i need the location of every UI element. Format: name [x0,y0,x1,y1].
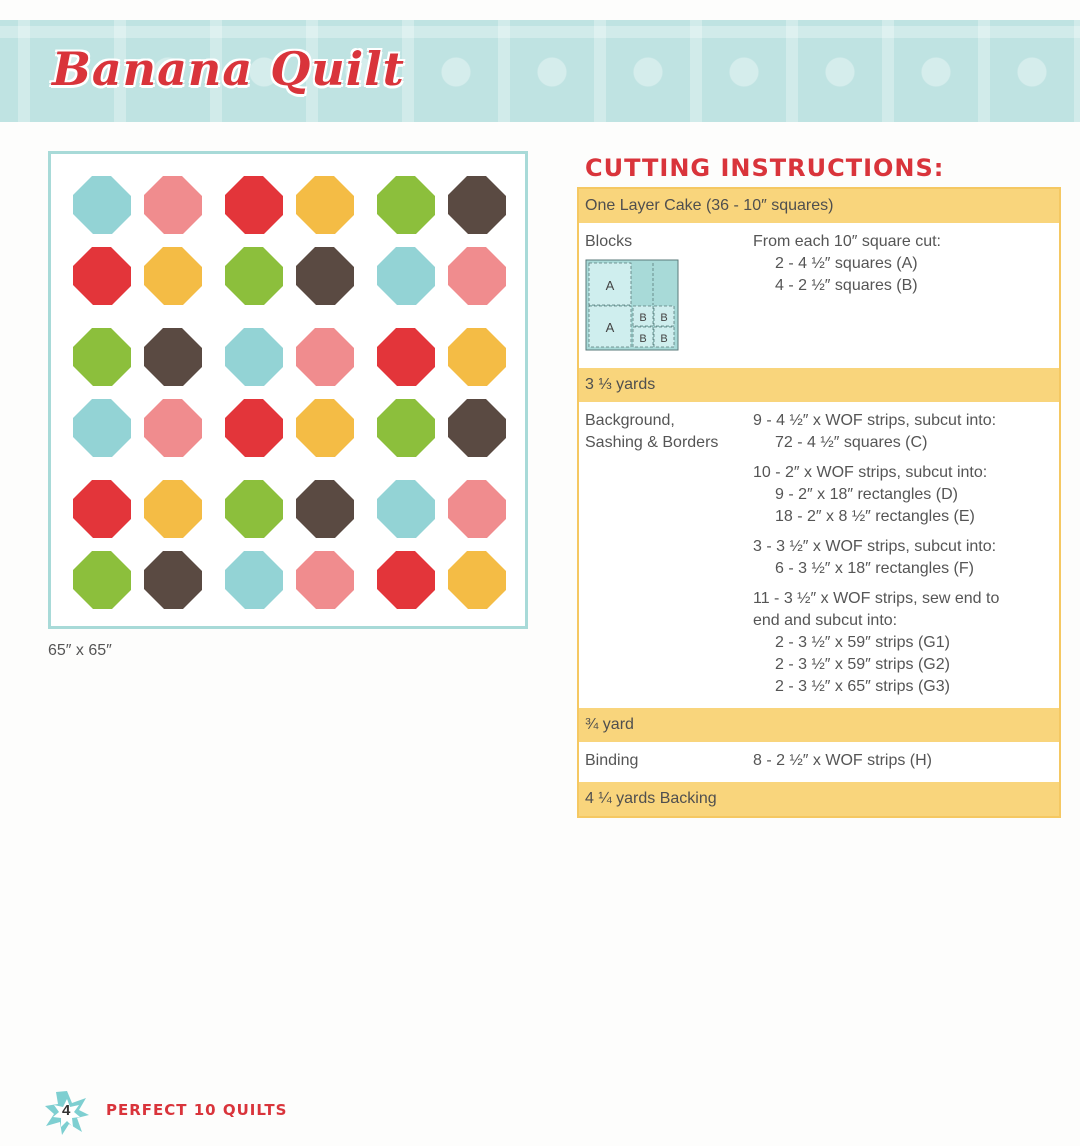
page-number: 4 [62,1102,71,1119]
cut-group [753,536,1053,580]
quilt-block [225,551,283,609]
quilt-block [448,328,506,386]
cut-line: 10 - 2″ x WOF strips, subcut into: [753,464,988,481]
quilt-block [225,399,283,457]
quilt-block [225,247,283,305]
label-b-3: B [639,333,647,345]
quilt-block [73,247,131,305]
quilt-block [296,328,354,386]
quilt-block [448,247,506,305]
quilt-block [448,399,506,457]
quilt-block [448,551,506,609]
quilt-block [73,328,131,386]
cut-line: 3 - 3 ½″ x WOF strips, subcut into: [753,538,997,555]
quilt-illustration [48,151,528,629]
quilt-block [377,328,435,386]
quilt-block [448,480,506,538]
book-title: PERFECT 10 QUILTS [106,1101,288,1119]
block-cut-diagram [585,259,753,358]
quilt-size-label: 65″ x 65″ [48,642,112,659]
binding-detail: 8 - 2 ½″ x WOF strips (H) [753,752,933,769]
blocks-row [579,223,1059,368]
quilt-block [73,551,131,609]
cut-line: 18 - 2″ x 8 ½″ rectangles (E) [775,508,975,525]
cut-line: 11 - 3 ½″ x WOF strips, sew end to [753,590,1000,607]
cut-line: 9 - 4 ½″ x WOF strips, subcut into: [753,412,997,429]
cut-line: 9 - 2″ x 18″ rectangles (D) [775,486,958,503]
cut-group [753,462,1053,528]
cut-line: 6 - 3 ½″ x 18″ rectangles (F) [775,560,974,577]
label-b-4: B [660,333,668,345]
quilt-block [296,480,354,538]
quilt-block [296,247,354,305]
quilt-block [296,399,354,457]
label-a-bottom: A [605,320,615,335]
blocks-detail-line: 4 - 2 ½″ squares (B) [775,277,918,294]
quilt-block [377,480,435,538]
quilt-block [225,328,283,386]
quilt-block [73,480,131,538]
quilt-block [377,247,435,305]
background-yardage-row: 3 ⅓ yards [579,368,1059,402]
cutting-table [577,187,1061,818]
quilt-block [73,399,131,457]
cut-group [753,588,1053,698]
quilt-block [144,551,202,609]
cut-line: 2 - 3 ½″ x 59″ strips (G1) [775,634,950,651]
quilt-block [225,480,283,538]
cutting-heading: CUTTING INSTRUCTIONS: [585,154,945,182]
label-a-top: A [605,278,615,293]
quilt-block [144,480,202,538]
backing-row: 4 ¼ yards Backing [579,782,1059,816]
binding-row [579,742,1059,782]
quilt-block [144,399,202,457]
label-b-2: B [660,312,668,324]
blocks-detail-line: From each 10″ square cut: [753,233,941,250]
quilt-block [225,176,283,234]
cut-group [753,410,1053,454]
quilt-block [296,551,354,609]
blocks-detail-line: 2 - 4 ½″ squares (A) [775,255,918,272]
label-b-1: B [639,312,647,324]
layer-cake-row: One Layer Cake (36 - 10″ squares) [579,189,1059,223]
quilt-block [448,176,506,234]
blocks-label: Blocks [585,233,633,250]
cut-line: 72 - 4 ½″ squares (C) [775,434,928,451]
quilt-block [377,399,435,457]
cut-diagram-svg [585,259,679,351]
binding-label: Binding [585,752,639,769]
binding-yardage-row: ¾ yard [579,708,1059,742]
page-title: Banana Quilt [52,42,405,96]
background-label-line: Sashing & Borders [585,434,719,451]
quilt-block [377,176,435,234]
quilt-block [144,247,202,305]
quilt-blocks-svg [51,154,525,626]
quilt-block [73,176,131,234]
cut-line: 2 - 3 ½″ x 65″ strips (G3) [775,678,950,695]
background-row [579,402,1059,708]
background-label-line: Background, [585,412,675,429]
cut-line: end and subcut into: [753,612,898,629]
cut-line: 2 - 3 ½″ x 59″ strips (G2) [775,656,950,673]
quilt-block [144,328,202,386]
quilt-block [296,176,354,234]
quilt-block [377,551,435,609]
quilt-block [144,176,202,234]
